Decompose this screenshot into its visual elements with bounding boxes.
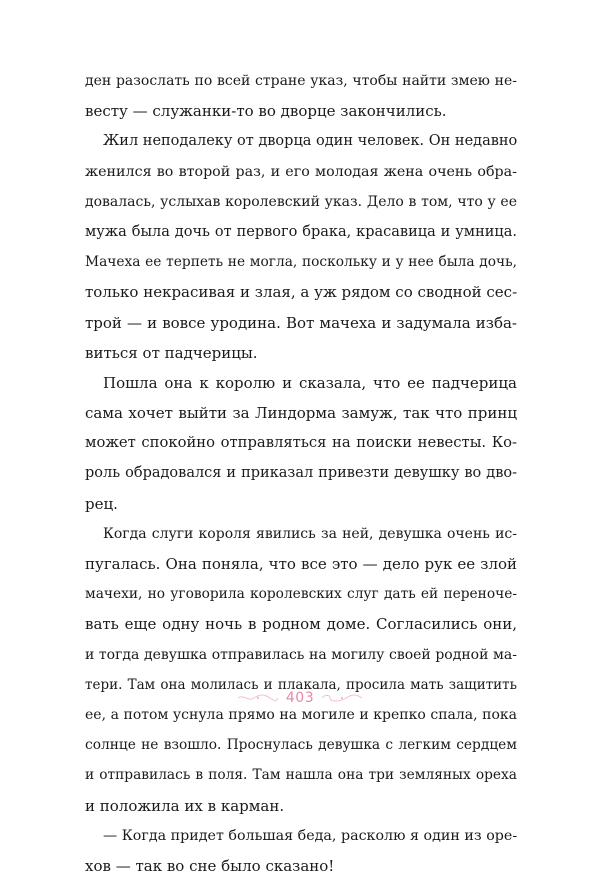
text-line: рец. (85, 494, 118, 513)
text-line: — Когда придет большая беда, расколю я один из оре- (103, 827, 518, 844)
text-line: ден разослать по всей стране указ, чтобы найти змею не- (85, 73, 517, 89)
text-line: весту — служанки-то во дворце закончились. (85, 102, 447, 121)
text-line: мужа была дочь от первого брака, красавица и умница. (85, 223, 517, 240)
text-line: хов — так во сне было сказано! (85, 856, 335, 875)
text-line: вать еще одну ночь в родном доме. Согласились они, (85, 615, 517, 634)
page-number: 403 (285, 690, 315, 706)
text-line: пугалась. Она поняла, что все это — дело рук ее злой (85, 555, 517, 573)
text-line: довалась, услыхав королевский указ. Дело в том, что у ее (85, 193, 517, 210)
text-line: ее, а потом уснула прямо на могиле и крепко спала, пока (85, 706, 517, 723)
text-line: трой — и вовсе уродина. Вот мачеха и задумала изба- (85, 313, 517, 332)
text-line: виться от падчерицы. (85, 343, 258, 362)
text-line: и отправилась в поля. Там нашла она три земляных ореха (85, 767, 517, 784)
text-line: роль обрадовался и приказал привезти девушку во дво- (85, 465, 517, 482)
text-line: женился во второй раз, и его молодая жена очень обра- (85, 163, 517, 180)
text-line: Мачеха ее терпеть не могла, поскольку и у нее была дочь, (85, 254, 517, 271)
text-line: мачехи, но уговорила королевских слуг дать ей переноче- (85, 586, 517, 603)
text-line: сама хочет выйти за Линдорма замуж, так что принц (85, 404, 517, 423)
text-line: солнце не взошло. Проснулась девушка с легким сердцем (85, 737, 517, 754)
text-line: Жил неподалеку от дворца один человек. Он недавно (103, 133, 518, 150)
page-footer (0, 686, 600, 710)
text-line: и положила их в карман. (85, 796, 285, 815)
left-ornament-icon (236, 693, 280, 703)
text-line: Пошла она к королю и сказала, что ее падчерица (103, 373, 517, 392)
text-line: только некрасивая и злая, а уж рядом со сводной сес- (85, 283, 518, 302)
right-ornament-icon (320, 693, 364, 703)
text-line: может спокойно отправляться на поиски невесты. Ко- (85, 434, 517, 452)
text-line: тери. Там она молилась и плакала, просила мать защитить (85, 676, 517, 693)
text-line: Когда слуги короля явились за ней, девушка очень ис- (103, 525, 517, 542)
text-line: и тогда девушка отправилась на могилу своей родной ма- (85, 646, 517, 663)
